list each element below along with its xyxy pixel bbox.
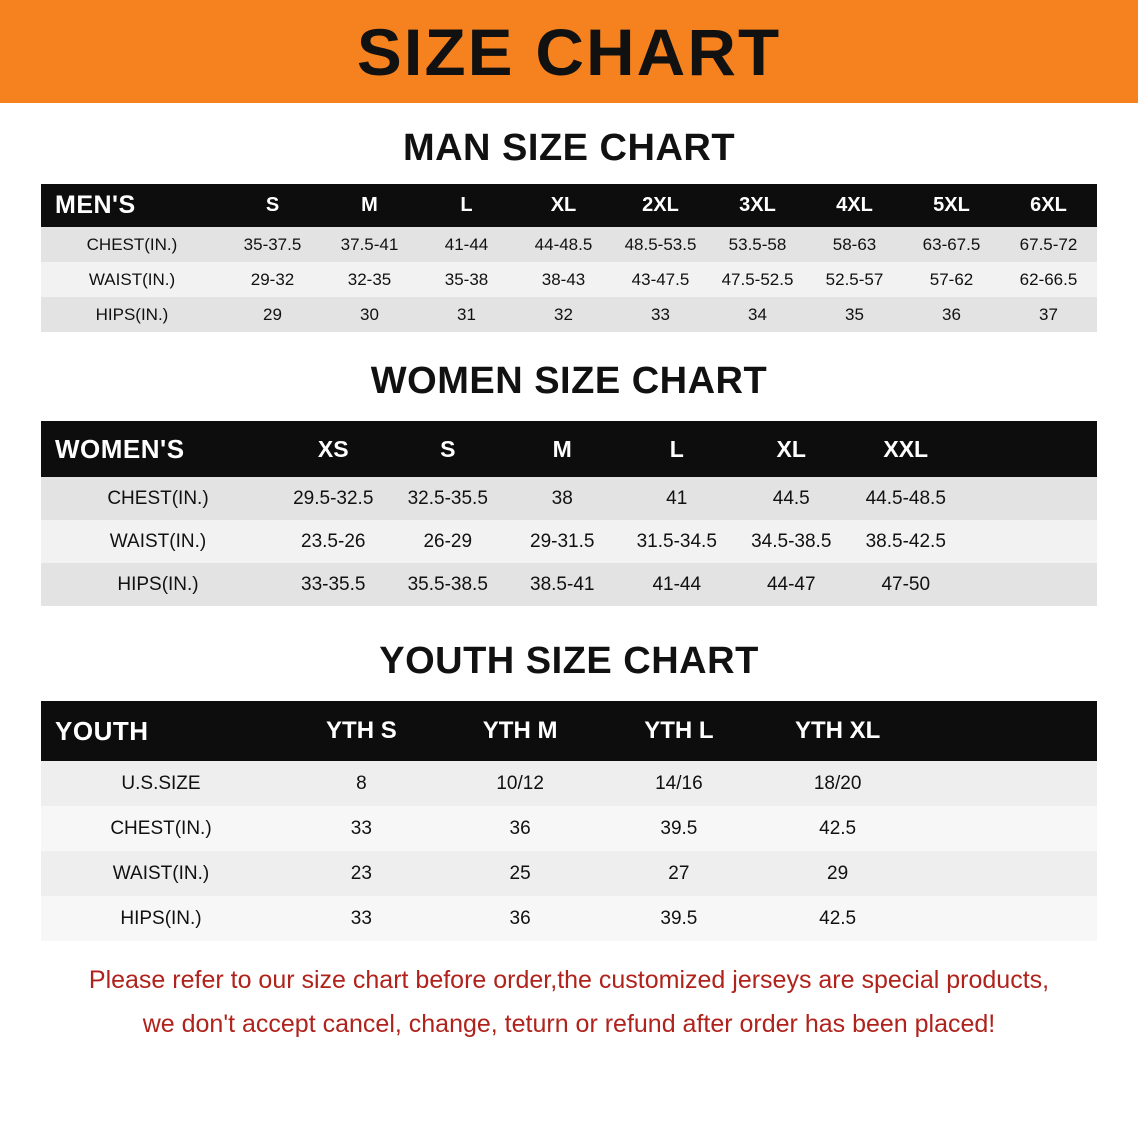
youth-cell-spacer bbox=[917, 851, 1097, 896]
women-section-title: WOMEN SIZE CHART bbox=[370, 360, 768, 402]
women-col-header: S bbox=[391, 421, 506, 477]
youth-cell: 29 bbox=[827, 862, 849, 884]
man-cell: 67.5-72 bbox=[1019, 234, 1078, 254]
youth-cell-spacer bbox=[917, 896, 1097, 941]
women-row-label: CHEST(IN.) bbox=[107, 487, 209, 509]
man-cell: 32 bbox=[554, 304, 573, 324]
women-cell: 35.5-38.5 bbox=[407, 573, 488, 595]
youth-cell: 42.5 bbox=[819, 817, 857, 839]
man-cell: 35-37.5 bbox=[243, 234, 302, 254]
women-cell: 32.5-35.5 bbox=[407, 487, 488, 509]
table-row bbox=[41, 262, 1097, 297]
women-cell: 33-35.5 bbox=[301, 573, 366, 595]
man-cell: 44-48.5 bbox=[534, 234, 593, 254]
women-cell: 41-44 bbox=[652, 573, 702, 595]
man-col-header: 5XL bbox=[903, 184, 1000, 227]
man-col-header: 4XL bbox=[806, 184, 903, 227]
women-cell: 38 bbox=[551, 487, 573, 509]
women-cell: 44.5-48.5 bbox=[865, 487, 946, 509]
man-col-header: XL bbox=[515, 184, 612, 227]
man-col-header: 6XL bbox=[1000, 184, 1097, 227]
man-row-label: WAIST(IN.) bbox=[88, 269, 176, 289]
man-cell: 38-43 bbox=[541, 269, 586, 289]
youth-cell: 27 bbox=[668, 862, 690, 884]
youth-col-header-spacer bbox=[917, 701, 1097, 761]
man-col-header: S bbox=[224, 184, 321, 227]
man-cell: 48.5-53.5 bbox=[624, 234, 697, 254]
women-cell-spacer bbox=[963, 563, 1097, 606]
women-col-header: XS bbox=[276, 421, 391, 477]
youth-cell: 10/12 bbox=[496, 772, 544, 794]
page-banner bbox=[0, 0, 1138, 103]
man-cell: 29-32 bbox=[250, 269, 295, 289]
youth-col-header: YTH M bbox=[441, 701, 600, 761]
man-cell: 41-44 bbox=[444, 234, 489, 254]
youth-cell: 33 bbox=[350, 817, 372, 839]
man-section-title: MAN SIZE CHART bbox=[402, 127, 736, 169]
man-col-header: L bbox=[418, 184, 515, 227]
women-cell-spacer bbox=[963, 520, 1097, 563]
women-row-label: WAIST(IN.) bbox=[109, 530, 207, 552]
youth-col-header: YTH L bbox=[600, 701, 759, 761]
youth-cell: 14/16 bbox=[655, 772, 703, 794]
man-cell: 36 bbox=[942, 304, 961, 324]
disclaimer-line-1: Please refer to our size chart before order,the customized jerseys are special products, bbox=[88, 966, 1050, 994]
women-row-label: HIPS(IN.) bbox=[117, 573, 199, 595]
table-row bbox=[41, 563, 1097, 606]
man-cell: 58-63 bbox=[832, 234, 877, 254]
man-cell: 35 bbox=[845, 304, 864, 324]
youth-cell: 25 bbox=[509, 862, 531, 884]
youth-cell: 33 bbox=[350, 907, 372, 929]
youth-cell: 23 bbox=[350, 862, 372, 884]
table-row bbox=[41, 520, 1097, 563]
women-cell: 38.5-42.5 bbox=[865, 530, 946, 552]
man-cell: 57-62 bbox=[929, 269, 974, 289]
women-size-table bbox=[41, 421, 1097, 606]
youth-col-header: YTH S bbox=[282, 701, 441, 761]
women-col-header: XL bbox=[734, 421, 849, 477]
women-cell: 44-47 bbox=[766, 573, 816, 595]
table-row bbox=[41, 477, 1097, 520]
youth-size-table bbox=[41, 701, 1097, 941]
table-header-row bbox=[41, 184, 1097, 227]
women-cell: 47-50 bbox=[881, 573, 931, 595]
youth-row-label: U.S.SIZE bbox=[121, 772, 201, 794]
man-cell: 31 bbox=[457, 304, 476, 324]
man-cell: 37 bbox=[1039, 304, 1058, 324]
youth-cell: 36 bbox=[509, 817, 531, 839]
table-header-row bbox=[41, 421, 1097, 477]
man-cell: 34 bbox=[748, 304, 767, 324]
youth-cell: 36 bbox=[509, 907, 531, 929]
man-col-header: 3XL bbox=[709, 184, 806, 227]
man-cell: 47.5-52.5 bbox=[721, 269, 794, 289]
youth-row-label: CHEST(IN.) bbox=[110, 817, 212, 839]
youth-cell: 18/20 bbox=[813, 772, 862, 794]
youth-cell-spacer bbox=[917, 761, 1097, 806]
man-cell: 37.5-41 bbox=[340, 234, 399, 254]
man-table-corner: MEN'S bbox=[41, 184, 224, 227]
man-cell: 53.5-58 bbox=[728, 234, 787, 254]
disclaimer-note bbox=[0, 941, 1138, 1047]
disclaimer-line-2: we don't accept cancel, change, teturn or refund after order has been placed! bbox=[142, 1009, 996, 1038]
youth-col-header: YTH XL bbox=[758, 701, 917, 761]
man-size-table bbox=[41, 184, 1097, 332]
youth-chart-wrapper bbox=[0, 701, 1138, 941]
man-cell: 43-47.5 bbox=[631, 269, 690, 289]
youth-cell: 39.5 bbox=[660, 817, 698, 839]
women-col-header: L bbox=[620, 421, 735, 477]
women-cell: 26-29 bbox=[423, 530, 473, 552]
youth-row-label: WAIST(IN.) bbox=[112, 862, 210, 884]
table-row bbox=[41, 851, 1097, 896]
youth-cell: 39.5 bbox=[660, 907, 698, 929]
women-cell: 23.5-26 bbox=[301, 530, 366, 552]
man-col-header: 2XL bbox=[612, 184, 709, 227]
table-header-row bbox=[41, 701, 1097, 761]
youth-cell-spacer bbox=[917, 806, 1097, 851]
man-cell: 63-67.5 bbox=[922, 234, 981, 254]
women-cell: 38.5-41 bbox=[530, 573, 595, 595]
women-cell: 29.5-32.5 bbox=[293, 487, 374, 509]
table-row bbox=[41, 297, 1097, 332]
youth-cell: 42.5 bbox=[819, 907, 857, 929]
youth-section-title: YOUTH SIZE CHART bbox=[379, 640, 759, 682]
youth-table-corner: YOUTH bbox=[41, 701, 282, 761]
man-cell: 62-66.5 bbox=[1019, 269, 1078, 289]
women-cell: 44.5 bbox=[772, 487, 810, 509]
women-cell-spacer bbox=[963, 477, 1097, 520]
women-table-corner: WOMEN'S bbox=[41, 421, 276, 477]
women-cell: 29-31.5 bbox=[530, 530, 595, 552]
women-cell: 31.5-34.5 bbox=[636, 530, 717, 552]
man-chart-wrapper bbox=[0, 184, 1138, 332]
man-cell: 35-38 bbox=[444, 269, 489, 289]
man-row-label: CHEST(IN.) bbox=[86, 234, 178, 254]
page-title: SIZE CHART bbox=[356, 14, 782, 89]
women-col-header-spacer bbox=[963, 421, 1097, 477]
table-row bbox=[41, 227, 1097, 262]
table-row bbox=[41, 806, 1097, 851]
man-cell: 30 bbox=[360, 304, 379, 324]
man-cell: 52.5-57 bbox=[825, 269, 884, 289]
man-col-header: M bbox=[321, 184, 418, 227]
youth-row-label: HIPS(IN.) bbox=[120, 907, 202, 929]
table-row bbox=[41, 761, 1097, 806]
man-cell: 29 bbox=[263, 304, 282, 324]
women-chart-wrapper bbox=[0, 421, 1138, 606]
youth-cell: 8 bbox=[356, 772, 367, 794]
women-cell: 34.5-38.5 bbox=[751, 530, 832, 552]
man-row-label: HIPS(IN.) bbox=[95, 304, 169, 324]
table-row bbox=[41, 896, 1097, 941]
women-col-header: XXL bbox=[849, 421, 964, 477]
man-cell: 33 bbox=[651, 304, 670, 324]
women-col-header: M bbox=[505, 421, 620, 477]
man-cell: 32-35 bbox=[347, 269, 392, 289]
women-cell: 41 bbox=[666, 487, 688, 509]
